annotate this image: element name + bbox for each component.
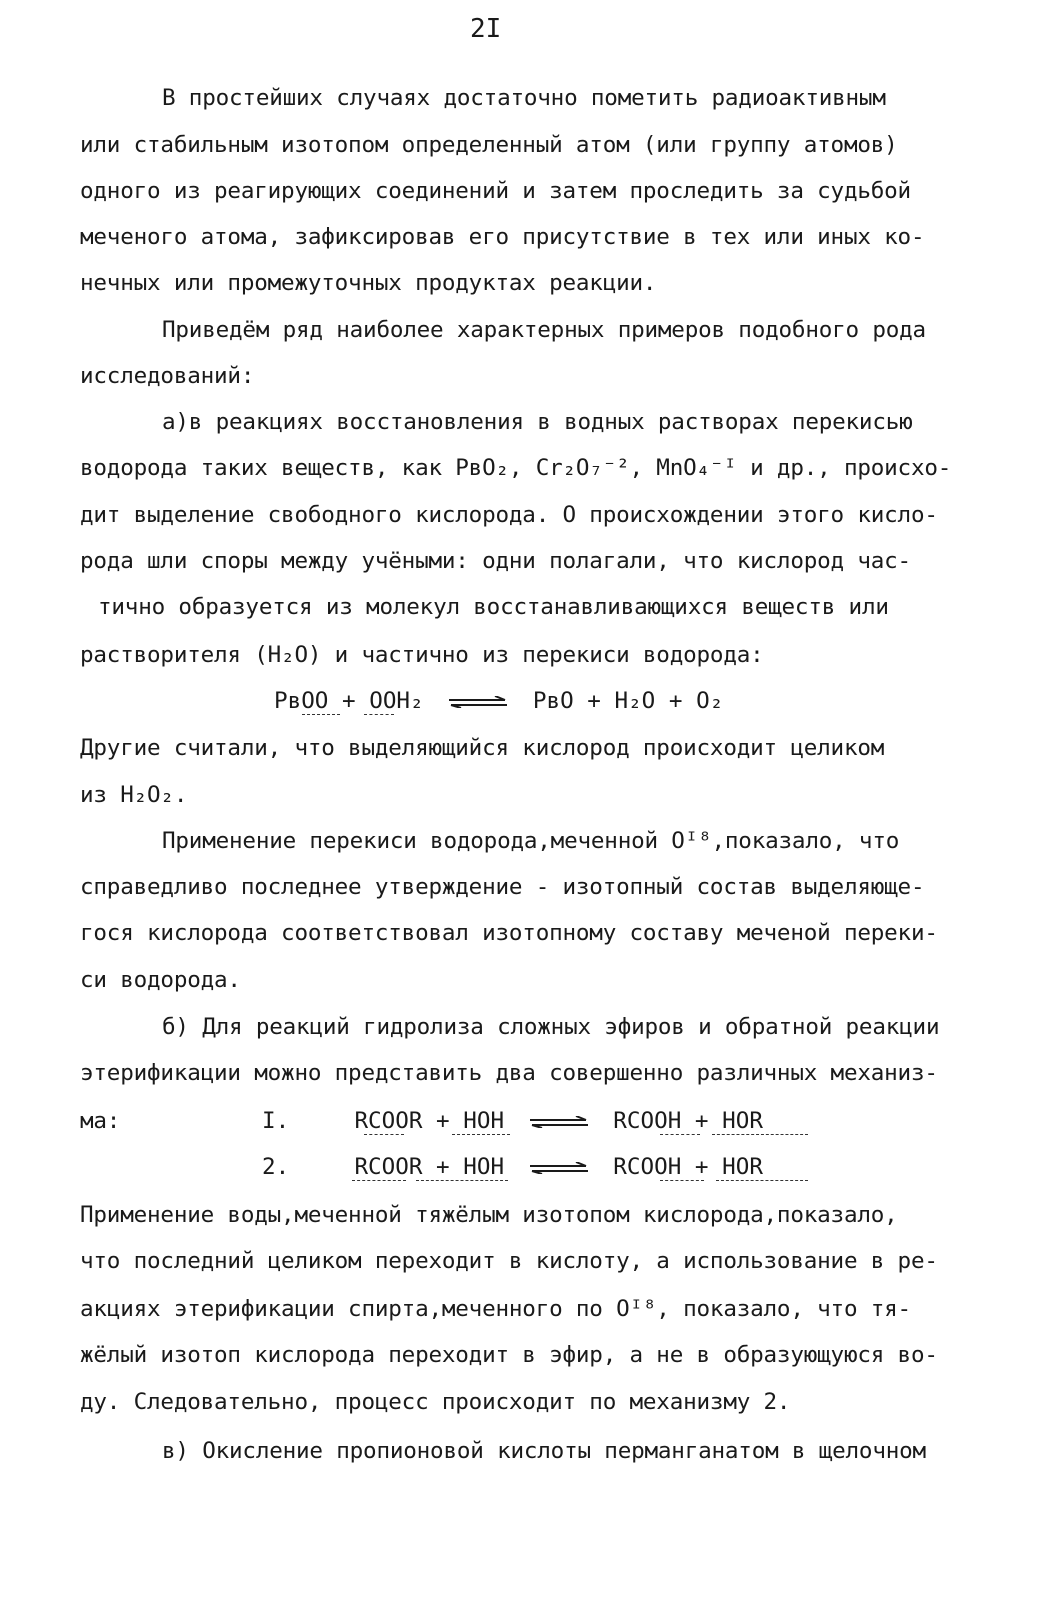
text-line-6: Приведём ряд наиболее характерных примеров подобного рода — [162, 317, 926, 343]
mechanism-2-left: RCOOR + HOH — [354, 1154, 505, 1180]
text-line-9: водорода таких веществ, как РвO₂, Cr₂O₇⁻², MnO₄⁻ᴵ и др., происхо- — [80, 455, 952, 481]
equilibrium-arrow-icon — [528, 1116, 590, 1128]
mechanism-2 — [262, 1152, 763, 1182]
text-line-14: Другие считали, что выделяющийся кислород происходит целиком — [80, 735, 885, 761]
bond-underline — [712, 1134, 808, 1135]
text-line-17: справедливо последнее утверждение - изотопный состав выделяюще- — [80, 874, 925, 900]
mechanism-1 — [262, 1106, 763, 1136]
text-line-5: нечных или промежуточных продуктах реакции. — [80, 270, 657, 296]
page-number: 2I — [470, 14, 502, 44]
text-line-10: дит выделение свободного кислорода. О происхождении этого кисло- — [80, 502, 938, 528]
text-line-16: Применение перекиси водорода,меченной Oᴵ⁸,показало, что — [162, 828, 900, 854]
text-line-22: ма: — [80, 1108, 121, 1134]
bond-underline — [660, 1134, 700, 1135]
equilibrium-arrow-icon — [447, 696, 509, 708]
mechanism-2-label: 2. — [262, 1154, 290, 1180]
text-line-1: В простейших случаях достаточно пометить радиоактивным — [162, 85, 886, 111]
text-line-27: ду. Следовательно, процесс происходит по механизму 2. — [80, 1389, 791, 1415]
bond-underline — [364, 714, 394, 715]
bond-underline — [716, 1180, 808, 1181]
text-line-7: исследований: — [80, 363, 255, 389]
text-line-21: этерификации можно представить два совершенно различных механиз- — [80, 1060, 938, 1086]
text-line-8: а)в реакциях восстановления в водных растворах перекисью — [162, 409, 913, 435]
text-line-12: тично образуется из молекул восстанавливающихся веществ или — [98, 594, 889, 620]
bond-underline — [352, 1180, 406, 1181]
text-line-3: одного из реагирующих соединений и затем проследить за судьбой — [80, 178, 911, 204]
equation-main-left: РвOO + OOH₂ — [274, 688, 424, 714]
bond-underline — [452, 1134, 510, 1135]
equilibrium-arrow-icon — [528, 1162, 590, 1174]
bond-underline — [364, 1134, 404, 1135]
text-line-11: рода шли споры между учёными: одни полагали, что кислород час- — [80, 548, 911, 574]
bond-underline — [416, 1180, 508, 1181]
text-line-23: Применение воды,меченной тяжёлым изотопом кислорода,показало, — [80, 1202, 898, 1228]
bond-underline — [660, 1180, 704, 1181]
mechanism-2-right: RCOOH + HOR — [613, 1154, 763, 1180]
mechanism-1-label: I. — [262, 1108, 290, 1134]
text-line-18: гося кислорода соответствовал изотопному составу меченой переки- — [80, 920, 938, 946]
equation-main — [274, 686, 723, 716]
text-line-28: в) Окисление пропионовой кислоты перманганатом в щелочном — [162, 1438, 926, 1464]
mechanism-1-right: RCOOH + HOR — [613, 1108, 763, 1134]
text-line-4: меченого атома, зафиксировав его присутствие в тех или иных ко- — [80, 224, 925, 250]
text-line-19: си водорода. — [80, 967, 241, 993]
text-line-26: жёлый изотоп кислорода переходит в эфир, а не в образующуюся во- — [80, 1342, 938, 1368]
bond-underline — [302, 714, 340, 715]
text-line-25: акциях этерификации спирта,меченного по Oᴵ⁸, показало, что тя- — [80, 1296, 911, 1322]
text-line-2: или стабильным изотопом определенный атом (или группу атомов) — [80, 132, 898, 158]
mechanism-1-left: RCOOR + HOH — [354, 1108, 505, 1134]
text-line-15: из H₂O₂. — [80, 782, 188, 808]
text-line-24: что последний целиком переходит в кислоту, а использование в ре- — [80, 1248, 938, 1274]
equation-main-right: РвO + H₂O + O₂ — [532, 688, 724, 714]
text-line-13: растворителя (H₂O) и частично из перекиси водорода: — [80, 642, 764, 668]
text-line-20: б) Для реакций гидролиза сложных эфиров и обратной реакции — [162, 1014, 940, 1040]
